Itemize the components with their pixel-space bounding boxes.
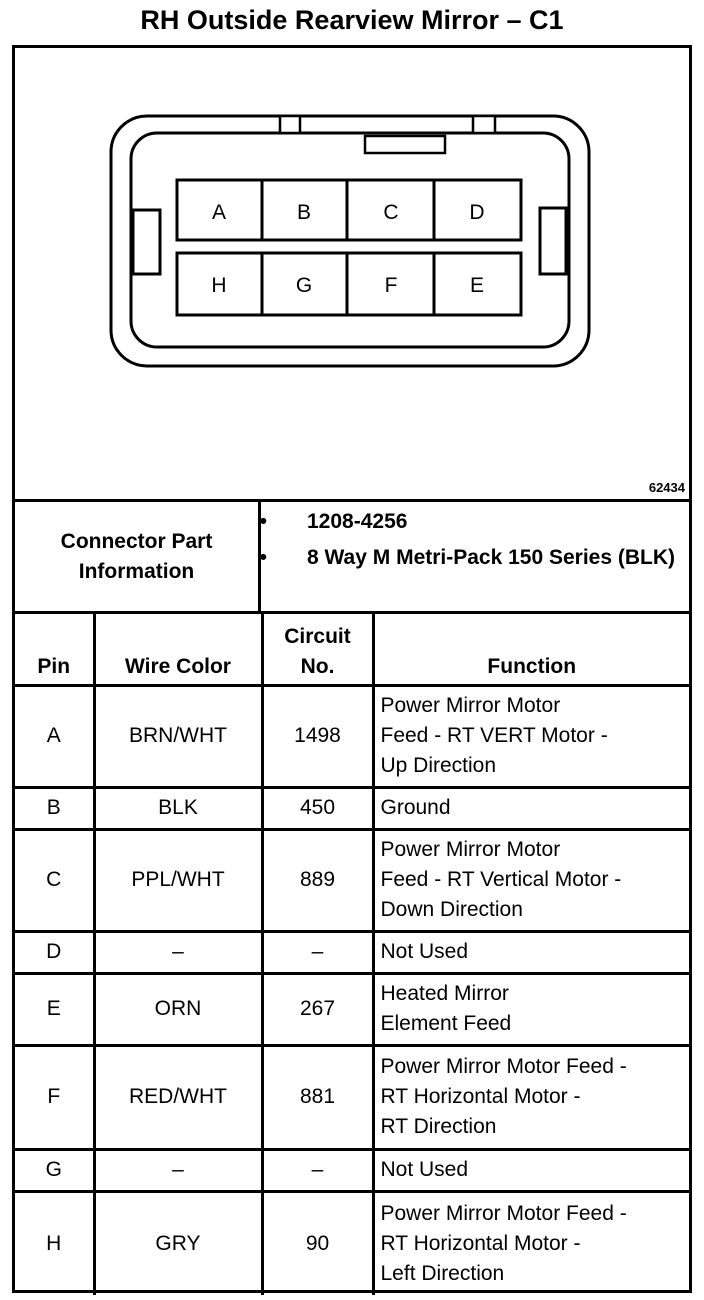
circuit-cell: 267 — [262, 973, 373, 1045]
function-line: Up Direction — [380, 754, 497, 777]
function-line: RT Horizontal Motor - — [380, 1231, 581, 1255]
table-row — [15, 1149, 689, 1191]
cavity-label: D — [469, 201, 485, 224]
function-line: Not Used — [380, 940, 469, 963]
pin-cell: H — [15, 1191, 94, 1295]
pin-cell: A — [15, 685, 94, 787]
table-row — [15, 787, 689, 829]
function-cell — [373, 787, 689, 829]
function-line: Left Direction — [380, 1261, 505, 1285]
cavity-label: F — [384, 274, 398, 297]
wire-color-cell: – — [94, 1149, 262, 1191]
function-line: Power Mirror Motor Feed - — [380, 1055, 627, 1078]
header-circuit-line: No. — [300, 654, 335, 678]
connector-part-info — [15, 502, 689, 614]
table-row — [15, 931, 689, 973]
figure-number: 62434 — [648, 480, 685, 495]
function-line: Element Feed — [380, 1012, 512, 1035]
info-item-part-number: • 1208-4256 — [277, 506, 687, 538]
table-row — [15, 973, 689, 1045]
function-line: Power Mirror Motor — [380, 838, 561, 861]
function-cell — [373, 1191, 689, 1295]
pin-cell: E — [15, 973, 94, 1045]
wire-color-cell: ORN — [94, 973, 262, 1045]
wire-color-cell: BRN/WHT — [94, 685, 262, 787]
function-cell — [373, 973, 689, 1045]
function-line: Down Direction — [380, 898, 523, 921]
function-line: Not Used — [380, 1158, 469, 1181]
connector-drawing — [15, 48, 689, 502]
function-line: Feed - RT VERT Motor - — [380, 724, 608, 747]
circuit-cell: 889 — [262, 829, 373, 931]
page-title: RH Outside Rearview Mirror – C1 — [140, 5, 564, 35]
table-row — [15, 1045, 689, 1149]
header-wire-color: Wire Color — [94, 614, 262, 685]
pinout-rows — [15, 685, 689, 1295]
circuit-cell: 1498 — [262, 685, 373, 787]
pin-cell: B — [15, 787, 94, 829]
function-cell — [373, 1149, 689, 1191]
function-line: Feed - RT Vertical Motor - — [380, 868, 622, 891]
cavity-label: G — [295, 274, 313, 297]
header-function: Function — [373, 614, 689, 685]
info-label — [15, 502, 261, 611]
connector-sheet — [12, 45, 692, 1293]
function-line: RT Horizontal Motor - — [380, 1085, 581, 1108]
cavity-label: E — [469, 274, 485, 297]
cavity-label: H — [211, 274, 227, 297]
header-circuit — [262, 614, 373, 685]
function-cell — [373, 1045, 689, 1149]
info-item-description: • 8 Way M Metri-Pack 150 Series (BLK) — [277, 542, 687, 574]
pin-cell: G — [15, 1149, 94, 1191]
pin-cell: C — [15, 829, 94, 931]
table-row — [15, 685, 689, 787]
function-cell — [373, 931, 689, 973]
function-cell — [373, 829, 689, 931]
table-row — [15, 829, 689, 931]
function-line: Heated Mirror — [380, 982, 509, 1005]
wire-color-cell: – — [94, 931, 262, 973]
pin-cell: D — [15, 931, 94, 973]
circuit-cell: 450 — [262, 787, 373, 829]
wire-color-cell: PPL/WHT — [94, 829, 262, 931]
wire-color-cell: RED/WHT — [94, 1045, 262, 1149]
info-list — [277, 506, 687, 574]
wire-color-cell: GRY — [94, 1191, 262, 1295]
circuit-cell: 881 — [262, 1045, 373, 1149]
info-label-line: Information — [78, 559, 195, 583]
circuit-cell: – — [262, 1149, 373, 1191]
function-line: Power Mirror Motor Feed - — [380, 1201, 627, 1225]
wire-color-cell: BLK — [94, 787, 262, 829]
cavity-label: C — [383, 201, 399, 224]
function-line: RT Direction — [380, 1115, 497, 1138]
function-cell — [373, 685, 689, 787]
function-line: Ground — [380, 796, 451, 819]
cavity-label: B — [296, 201, 312, 224]
pin-cell: F — [15, 1045, 94, 1149]
header-circuit-line: Circuit — [284, 624, 351, 648]
pinout-table — [15, 614, 689, 1295]
circuit-cell: – — [262, 931, 373, 973]
function-line: Power Mirror Motor — [380, 694, 561, 717]
circuit-cell: 90 — [262, 1191, 373, 1295]
cavity-label: A — [211, 201, 227, 224]
header-pin: Pin — [15, 614, 94, 685]
info-label-line: Connector Part — [60, 529, 213, 553]
table-row — [15, 1191, 689, 1295]
connector-diagram — [15, 48, 689, 502]
